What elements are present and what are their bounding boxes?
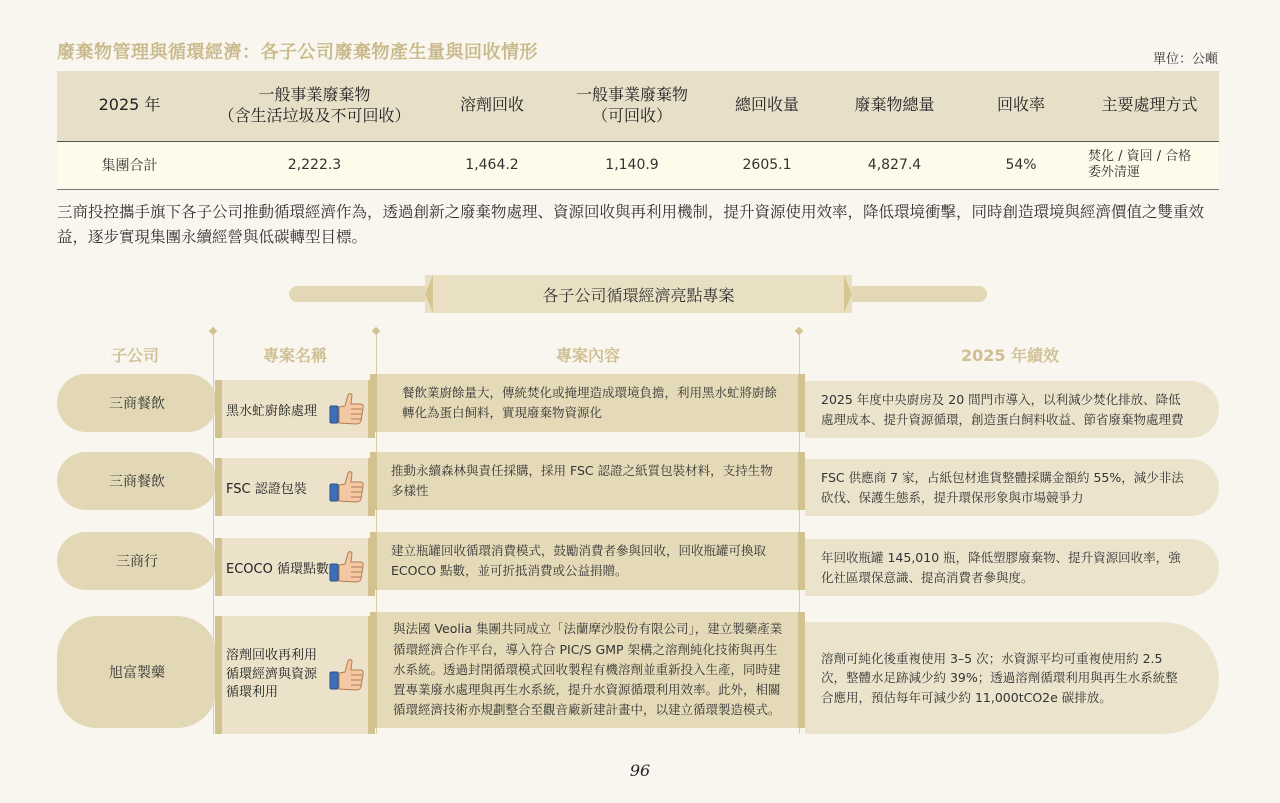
divider-dot <box>795 327 803 335</box>
thumbs-up-icon <box>329 470 365 504</box>
project-name: 黑水虻廚餘處理 <box>215 380 375 438</box>
col-year: 2025 年 <box>57 71 202 141</box>
col-head-subsidiary: 子公司 <box>110 346 159 365</box>
col-main-method: 主要處理方式 <box>1080 71 1219 141</box>
col-general-recyclable: 一般事業廢棄物 （可回收） <box>557 71 707 141</box>
thumbs-up-icon <box>329 392 365 426</box>
project-content: 餐飲業廚餘量大，傳統焚化或掩埋造成環境負擔，利用黑水虻將廚餘轉化為蛋白飼料，實現廢棄物資源化 <box>370 374 805 432</box>
page-number: 96 <box>629 761 651 780</box>
cell-total-waste: 4,827.4 <box>827 141 962 189</box>
project-performance: 2025 年度中央廚房及 20 間門市導入，以利減少焚化排放、降低處理成本、提升資源循環，創造蛋白飼料收益、節省廢棄物處理費 <box>805 381 1219 438</box>
cell-recovery-rate: 54% <box>962 141 1080 189</box>
project-content: 與法國 Veolia 集團共同成立「法蘭摩沙股份有限公司」，建立製藥產業循環經濟合作平台，導入符合 PIC/S GMP 架構之溶劑純化技術與再生水系統。透過封閉循環模式回收製程有機溶劑並重新投入生產，同時建置專業廢水處理與再生水系統，提升水資源循環利用效率。此外，相關循環經濟技術亦規劃整合至觀音廠新建計畫中，以建立循環製造模式。 <box>370 612 805 728</box>
section-banner <box>425 275 852 313</box>
col-recovery-rate: 回收率 <box>962 71 1080 141</box>
intro-paragraph: 三商投控攜手旗下各子公司推動循環經濟作為，透過創新之廢棄物處理、資源回收與再利用機制，提升資源使用效率，降低環境衝擊，同時創造環境與經濟價值之雙重效益，逐步實現集團永續經營與低碳轉型目標。 <box>57 203 1205 246</box>
thumbs-up-icon <box>329 550 365 584</box>
subsidiary-pill: 旭富製藥 <box>57 616 217 728</box>
col-total-waste: 廢棄物總量 <box>827 71 962 141</box>
cell-total-recovery: 2605.1 <box>707 141 827 189</box>
row-label: 集團合計 <box>57 141 202 189</box>
unit-label: 單位：公噸 <box>1152 52 1218 67</box>
col-head-performance: 2025 年績效 <box>960 346 1060 365</box>
banner-title: 各子公司循環經濟亮點專案 <box>542 285 735 305</box>
page-title: 廢棄物管理與循環經濟：各子公司廢棄物產生量與回收情形 <box>57 42 538 63</box>
cell-general-recyclable: 1,140.9 <box>557 141 707 189</box>
project-name: ECOCO 循環點數 <box>215 538 375 596</box>
col-solvent-recovery: 溶劑回收 <box>427 71 557 141</box>
cell-main-method: 焚化 / 資回 / 合格 委外清運 <box>1080 141 1219 189</box>
cell-general-nonrecyclable: 2,222.3 <box>202 141 427 189</box>
cell-solvent-recovery: 1,464.2 <box>427 141 557 189</box>
project-name: FSC 認證包裝 <box>215 458 375 516</box>
divider-dot <box>209 327 217 335</box>
project-content: 建立瓶罐回收循環消費模式，鼓勵消費者參與回收，回收瓶罐可換取 ECOCO 點數，並可折抵消費或公益捐贈。 <box>370 532 805 590</box>
subsidiary-pill: 三商行 <box>57 532 217 590</box>
project-content: 推動永續森林與責任採購，採用 FSC 認證之紙質包裝材料，支持生物多樣性 <box>370 452 805 510</box>
waste-table <box>57 71 1219 190</box>
project-name: 溶劑回收再利用循環經濟與資源循環利用 <box>215 616 375 734</box>
col-head-content: 專案內容 <box>555 346 620 365</box>
col-general-nonrecyclable: 一般事業廢棄物 （含生活垃圾及不可回收） <box>202 71 427 141</box>
subsidiary-pill: 三商餐飲 <box>57 452 217 510</box>
col-head-project: 專案名稱 <box>262 346 327 365</box>
subsidiary-pill: 三商餐飲 <box>57 374 217 432</box>
project-performance: 溶劑可純化後重複使用 3–5 次；水資源平均可重複使用約 2.5 次，整體水足跡減少約 39%；透過溶劑循環利用與再生水系統整合應用，預估每年可減少約 11,000tCO2e 碳排放。 <box>805 622 1219 734</box>
table-row <box>57 141 1219 189</box>
project-performance: FSC 供應商 7 家，占紙包材進貨整體採購金額約 55%，減少非法砍伐、保護生態系，提升環保形象與市場競爭力 <box>805 459 1219 516</box>
table-header-row <box>57 71 1219 141</box>
thumbs-up-icon <box>329 658 365 692</box>
divider-dot <box>372 327 380 335</box>
project-performance: 年回收瓶罐 145,010 瓶，降低塑膠廢棄物、提升資源回收率，強化社區環保意識、提高消費者參與度。 <box>805 539 1219 596</box>
col-total-recovery: 總回收量 <box>707 71 827 141</box>
